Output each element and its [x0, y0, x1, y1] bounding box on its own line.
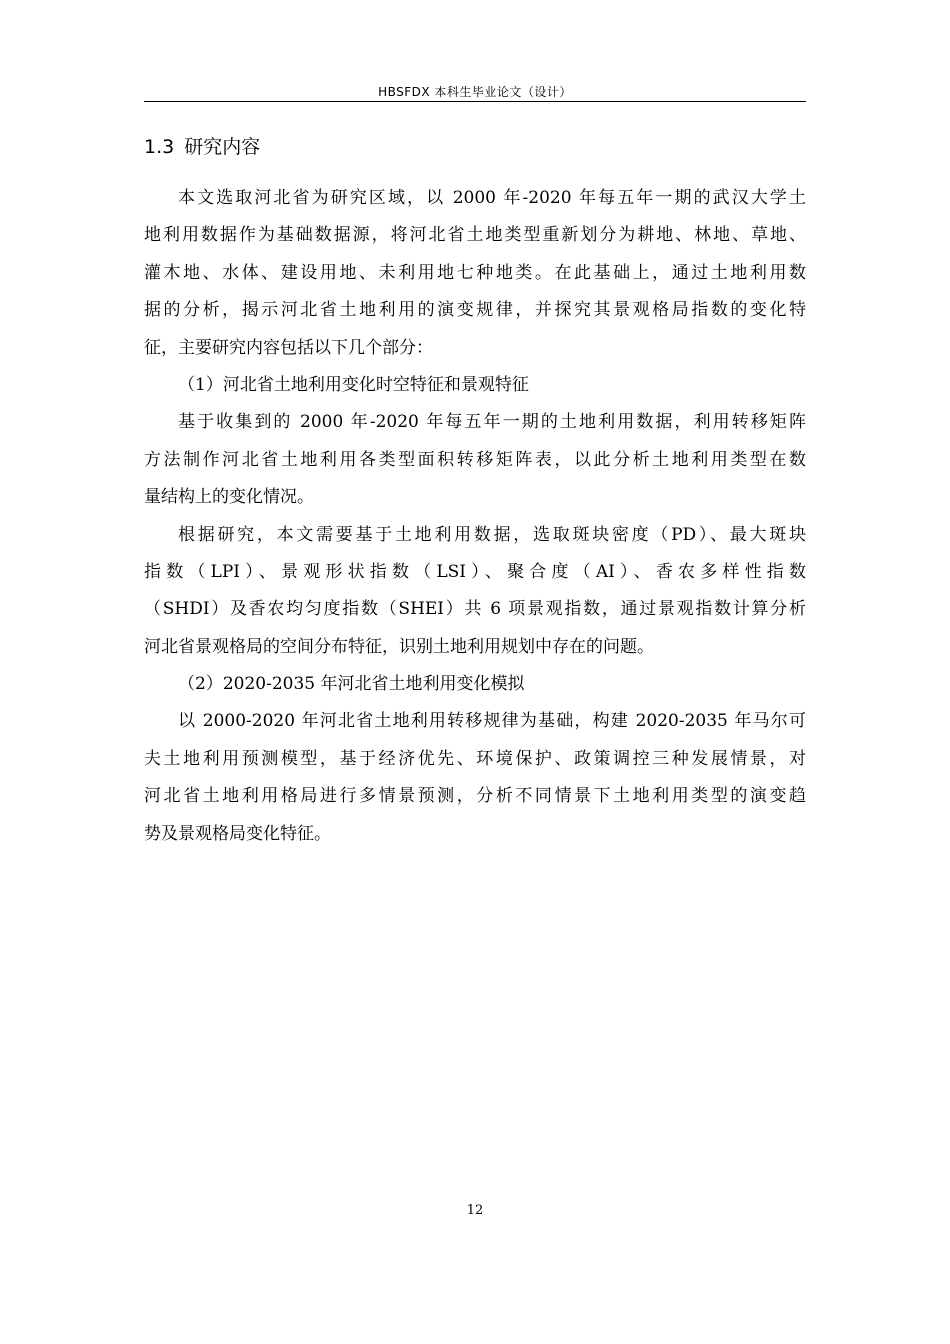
page-number: 12: [466, 1203, 484, 1218]
paragraph-line: 以 2000-2020 年河北省土地利用转移规律为基础，构建 2020-2035 年马尔可: [178, 711, 806, 732]
paragraph-line: 量结构上的变化情况。: [144, 487, 314, 508]
section-number: 1.3: [144, 136, 175, 158]
paragraph-line: 夫土地利用预测模型，基于经济优先、环境保护、政策调控三种发展情景，对: [144, 748, 806, 769]
paragraph-line: 本文选取河北省为研究区域，以 2000 年-2020 年每五年一期的武汉大学土: [178, 188, 806, 208]
running-header: HBSFDX 本科生毕业论文（设计）: [378, 85, 572, 99]
section-heading: [144, 134, 260, 160]
paragraph-line: 地利用数据作为基础数据源，将河北省土地类型重新划分为耕地、林地、草地、: [144, 225, 806, 246]
paragraph-line: （1）河北省土地利用变化时空特征和景观特征: [178, 374, 529, 395]
paragraph-line: 指数（LPI）、景观形状指数（LSI）、聚合度（AI）、香农多样性指数: [144, 561, 806, 582]
paragraph-line: 根据研究，本文需要基于土地利用数据，选取斑块密度（PD）、最大斑块: [178, 524, 806, 545]
paragraph-line: 据的分析，揭示河北省土地利用的演变规律，并探究其景观格局指数的变化特: [144, 300, 806, 321]
paragraph-line: 基于收集到的 2000 年-2020 年每五年一期的土地利用数据，利用转移矩阵: [178, 412, 806, 433]
paragraph-line: 河北省景观格局的空间分布特征，识别土地利用规划中存在的问题。: [144, 636, 654, 657]
body-text: [144, 180, 806, 853]
paragraph-line: 方法制作河北省土地利用各类型面积转移矩阵表，以此分析土地利用类型在数: [144, 449, 806, 470]
header-divider: [144, 101, 806, 102]
paragraph-line: 灌木地、水体、建设用地、未利用地七种地类。在此基础上，通过土地利用数: [144, 262, 806, 283]
paragraph-line: 势及景观格局变化特征。: [144, 823, 331, 844]
paragraph-line: 河北省土地利用格局进行多情景预测，分析不同情景下土地利用类型的演变趋: [144, 786, 806, 807]
paragraph-line: （SHDI）及香农均匀度指数（SHEI）共 6 项景观指数，通过景观指数计算分析: [144, 599, 806, 620]
paragraph-line: 征，主要研究内容包括以下几个部分：: [144, 337, 433, 358]
paragraph-line: （2）2020-2035 年河北省土地利用变化模拟: [178, 674, 525, 695]
section-title-text: 研究内容: [184, 136, 261, 158]
